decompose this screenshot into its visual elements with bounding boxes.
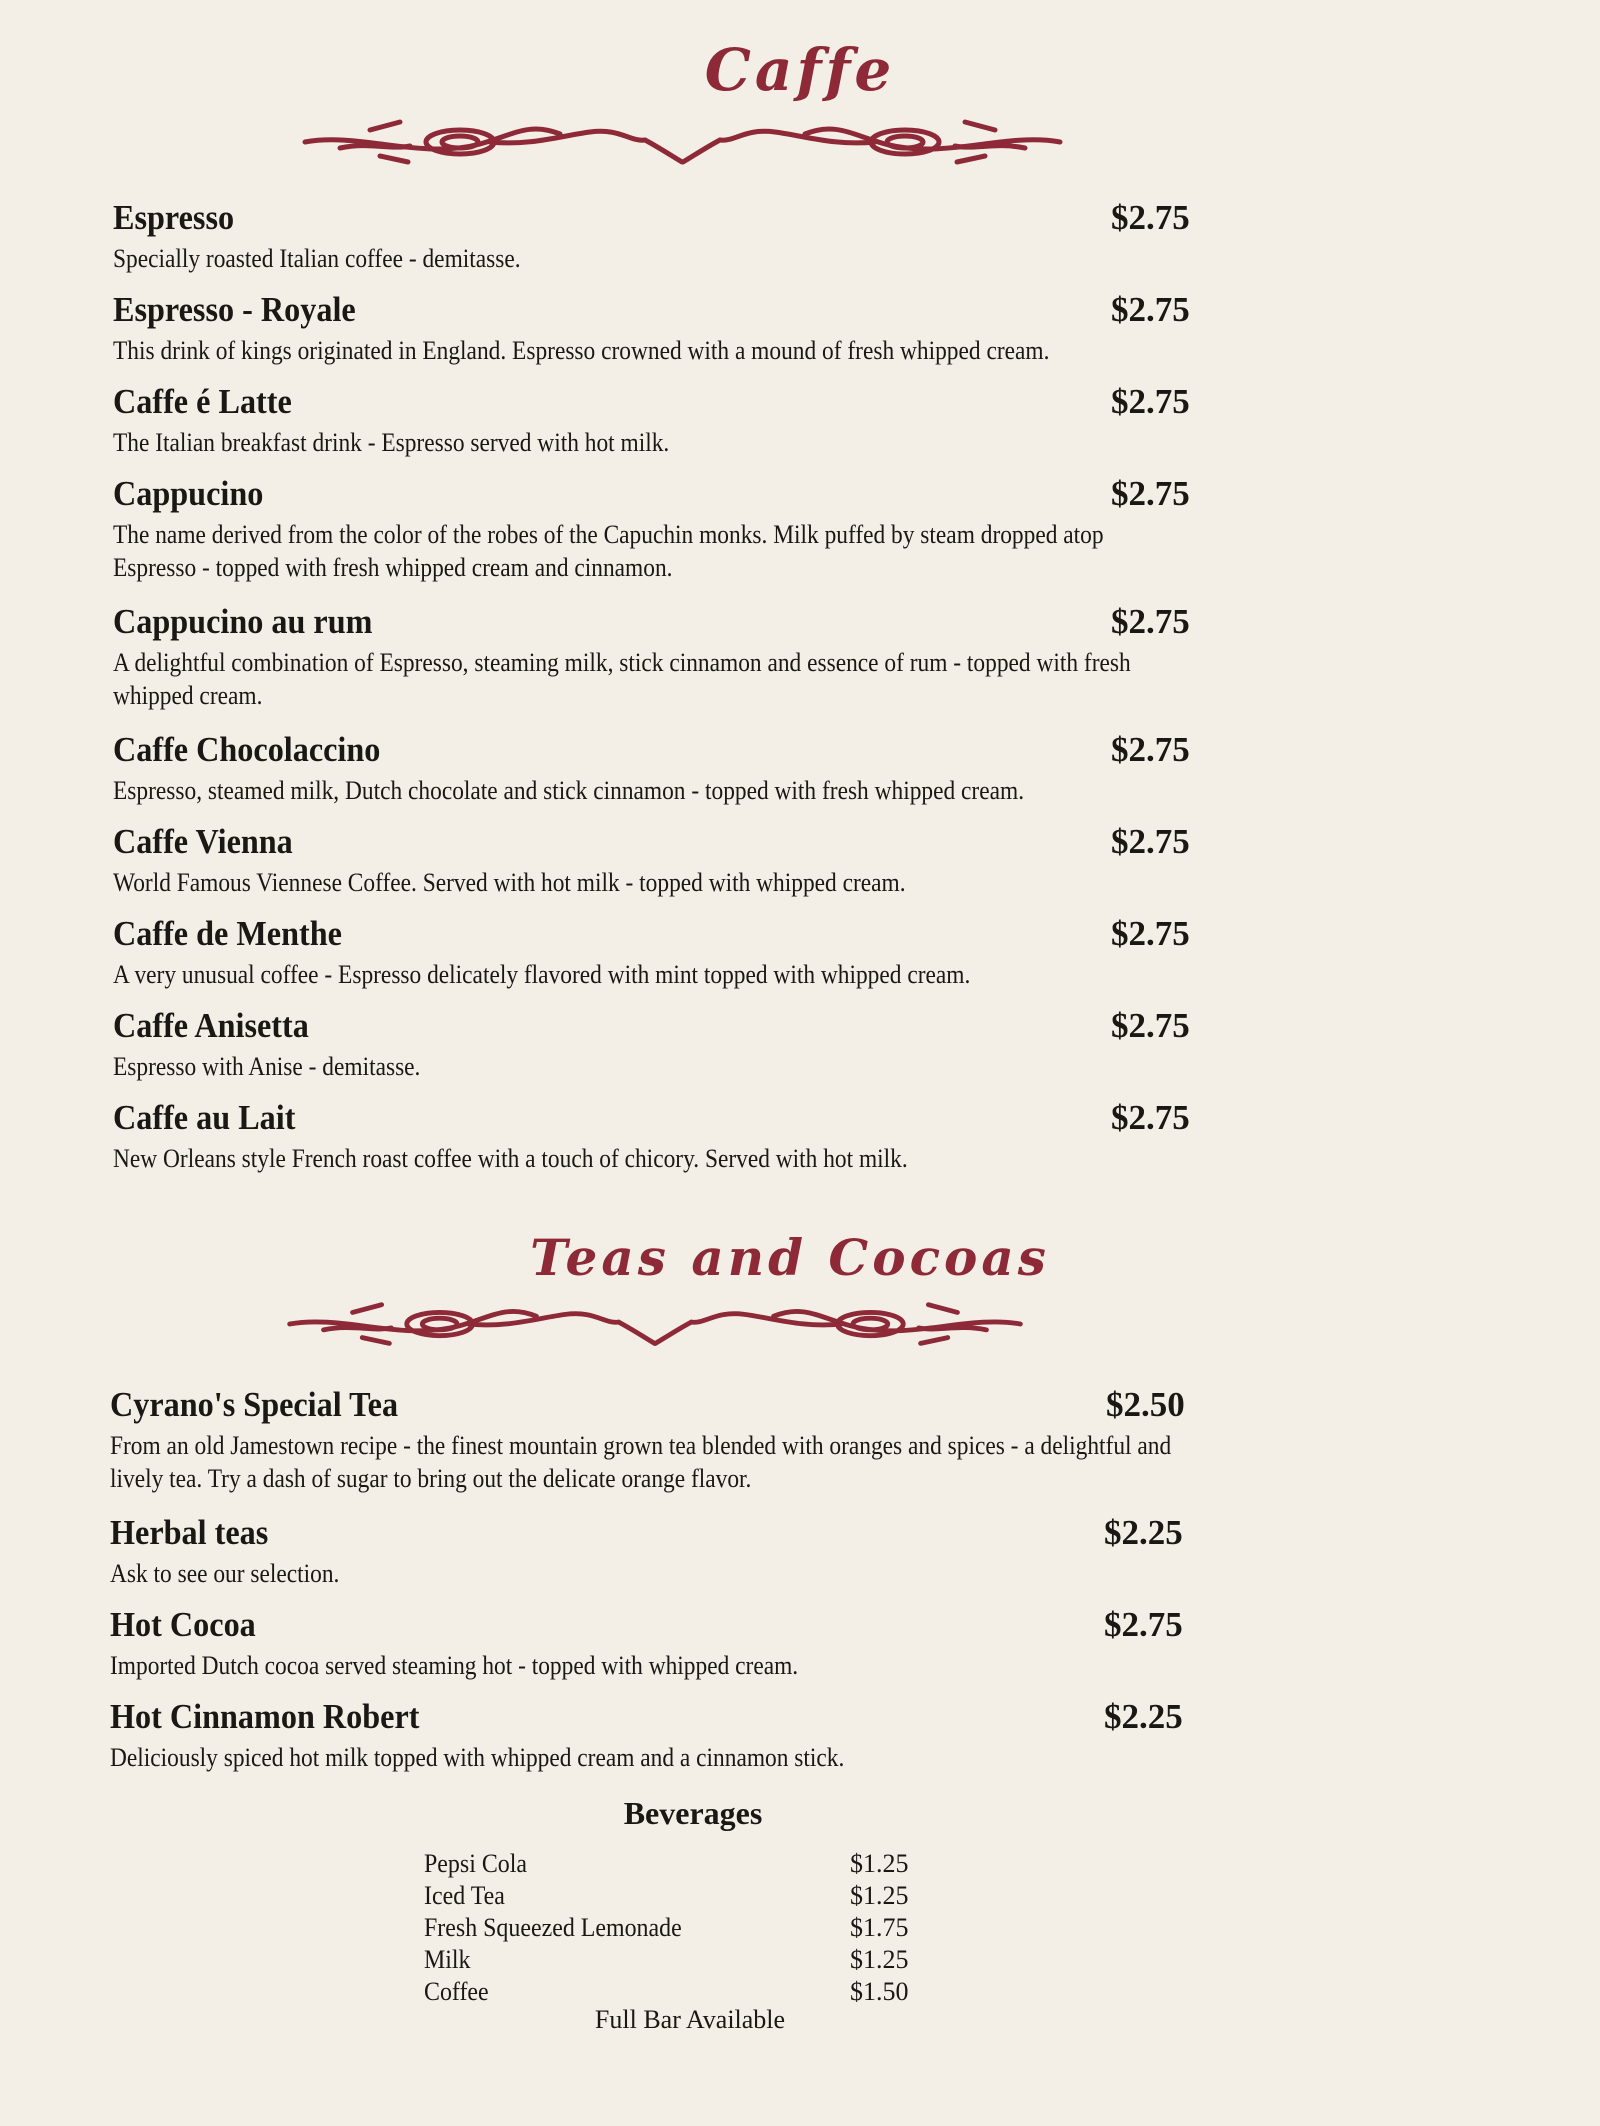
item-description: From an old Jamestown recipe - the finest mountain grown tea blended with oranges and spices - a delightful and lively tea. Try a dash of sugar to bring out the delicate orange flavor. (110, 1431, 1172, 1493)
menu-item: Cappucino $2.75 The name derived from the color of the robes of the Capuchin monks. Milk puffed by steam dropped atop Espresso - topped with fresh whipped cream and cinnamon. (113, 474, 1190, 582)
beverage-row (424, 1880, 944, 1912)
item-name: Herbal teas (110, 1513, 269, 1552)
beverage-row (424, 1976, 944, 2008)
menu-item: Espresso - Royale $2.75 This drink of kings originated in England. Espresso crowned with a mound of fresh whipped cream. (113, 290, 1190, 365)
item-name: Caffe Vienna (113, 822, 293, 861)
menu-item: Caffe au Lait $2.75 New Orleans style French roast coffee with a touch of chicory. Served with hot milk. (113, 1098, 1190, 1173)
menu-item: Caffe Anisetta $2.75 Espresso with Anise - demitasse. (113, 1006, 1190, 1081)
beverage-name: Fresh Squeezed Lemonade (424, 1913, 682, 1942)
item-name: Espresso (113, 198, 235, 237)
beverage-price: $1.25 (850, 1881, 909, 1910)
beverage-row (424, 1944, 944, 1976)
item-name: Hot Cinnamon Robert (110, 1697, 420, 1736)
item-description: Espresso with Anise - demitasse. (113, 1052, 421, 1081)
item-description: Deliciously spiced hot milk topped with whipped cream and a cinnamon stick. (110, 1743, 845, 1772)
item-description: Ask to see our selection. (110, 1559, 340, 1588)
full-bar-note: Full Bar Available (594, 2005, 786, 2034)
beverage-name: Milk (424, 1945, 471, 1974)
item-description: Specially roasted Italian coffee - demitasse. (113, 244, 521, 273)
item-name: Caffe de Menthe (113, 914, 342, 953)
menu-item: Espresso $2.75 Specially roasted Italian coffee - demitasse. (113, 198, 1190, 273)
item-name: Caffe Anisetta (113, 1006, 309, 1045)
beverage-name: Pepsi Cola (424, 1849, 527, 1878)
beverage-name: Iced Tea (424, 1881, 505, 1910)
item-description: The Italian breakfast drink - Espresso served with hot milk. (113, 428, 670, 457)
beverage-row (424, 1848, 944, 1880)
item-description: New Orleans style French roast coffee with a touch of chicory. Served with hot milk. (113, 1144, 908, 1173)
menu-item: Cyrano's Special Tea $2.50 From an old Jamestown recipe - the finest mountain grown tea blended with oranges and spices - a delightful and lively tea. Try a dash of sugar to bring out the delicate orange flavor. (110, 1385, 1185, 1493)
beverages-heading: Beverages (623, 1795, 763, 1831)
item-name: Caffe au Lait (113, 1098, 296, 1137)
menu-item: Herbal teas $2.25 Ask to see our selection. (110, 1513, 1183, 1588)
teas-title: Teas and Cocoas (530, 1228, 1050, 1287)
menu-item: Hot Cocoa $2.75 Imported Dutch cocoa served steaming hot - topped with whipped cream. (110, 1605, 1183, 1680)
menu-item: Caffe Chocolaccino $2.75 Espresso, steamed milk, Dutch chocolate and stick cinnamon - topped with fresh whipped cream. (113, 730, 1190, 805)
teas-flourish (275, 1295, 1035, 1355)
item-name: Hot Cocoa (110, 1605, 256, 1644)
beverage-price: $1.75 (850, 1913, 909, 1942)
beverage-price: $1.25 (850, 1849, 909, 1878)
item-name: Cappucino (113, 474, 264, 513)
menu-item: Caffe Vienna $2.75 World Famous Viennese Coffee. Served with hot milk - topped with whipped cream. (113, 822, 1190, 897)
menu-item: Hot Cinnamon Robert $2.25 Deliciously spiced hot milk topped with whipped cream and a cinnamon stick. (110, 1697, 1183, 1772)
item-description: World Famous Viennese Coffee. Served with hot milk - topped with whipped cream. (113, 868, 906, 897)
beverage-row (424, 1912, 944, 1944)
item-description: A very unusual coffee - Espresso delicately flavored with mint topped with whipped cream. (113, 960, 971, 989)
item-name: Caffe Chocolaccino (113, 730, 381, 769)
item-description: This drink of kings originated in England. Espresso crowned with a mound of fresh whipped cream. (113, 336, 1050, 365)
item-description: Espresso, steamed milk, Dutch chocolate and stick cinnamon - topped with fresh whipped cream. (113, 776, 1025, 805)
item-description: A delightful combination of Espresso, steaming milk, stick cinnamon and essence of rum - topped with fresh whipped cream. (113, 648, 1131, 710)
item-name: Caffe é Latte (113, 382, 292, 421)
item-name: Espresso - Royale (113, 290, 356, 329)
menu-item: Caffe é Latte $2.75 The Italian breakfast drink - Espresso served with hot milk. (113, 382, 1190, 457)
item-name: Cyrano's Special Tea (110, 1385, 399, 1424)
item-description: The name derived from the color of the robes of the Capuchin monks. Milk puffed by steam dropped atop Espresso - topped with fresh whipped cream and cinnamon. (113, 520, 1104, 582)
caffe-title: Caffe (704, 36, 896, 104)
beverage-name: Coffee (424, 1977, 489, 2006)
caffe-flourish (300, 112, 1065, 174)
menu-item: Caffe de Menthe $2.75 A very unusual coffee - Espresso delicately flavored with mint topped with whipped cream. (113, 914, 1190, 989)
beverage-price: $1.25 (850, 1945, 909, 1974)
menu-item: Cappucino au rum $2.75 A delightful combination of Espresso, steaming milk, stick cinnamon and essence of rum - topped with fresh whipped cream. (113, 602, 1190, 710)
item-name: Cappucino au rum (113, 602, 373, 641)
beverage-price: $1.50 (850, 1977, 909, 2006)
item-description: Imported Dutch cocoa served steaming hot - topped with whipped cream. (110, 1651, 799, 1680)
